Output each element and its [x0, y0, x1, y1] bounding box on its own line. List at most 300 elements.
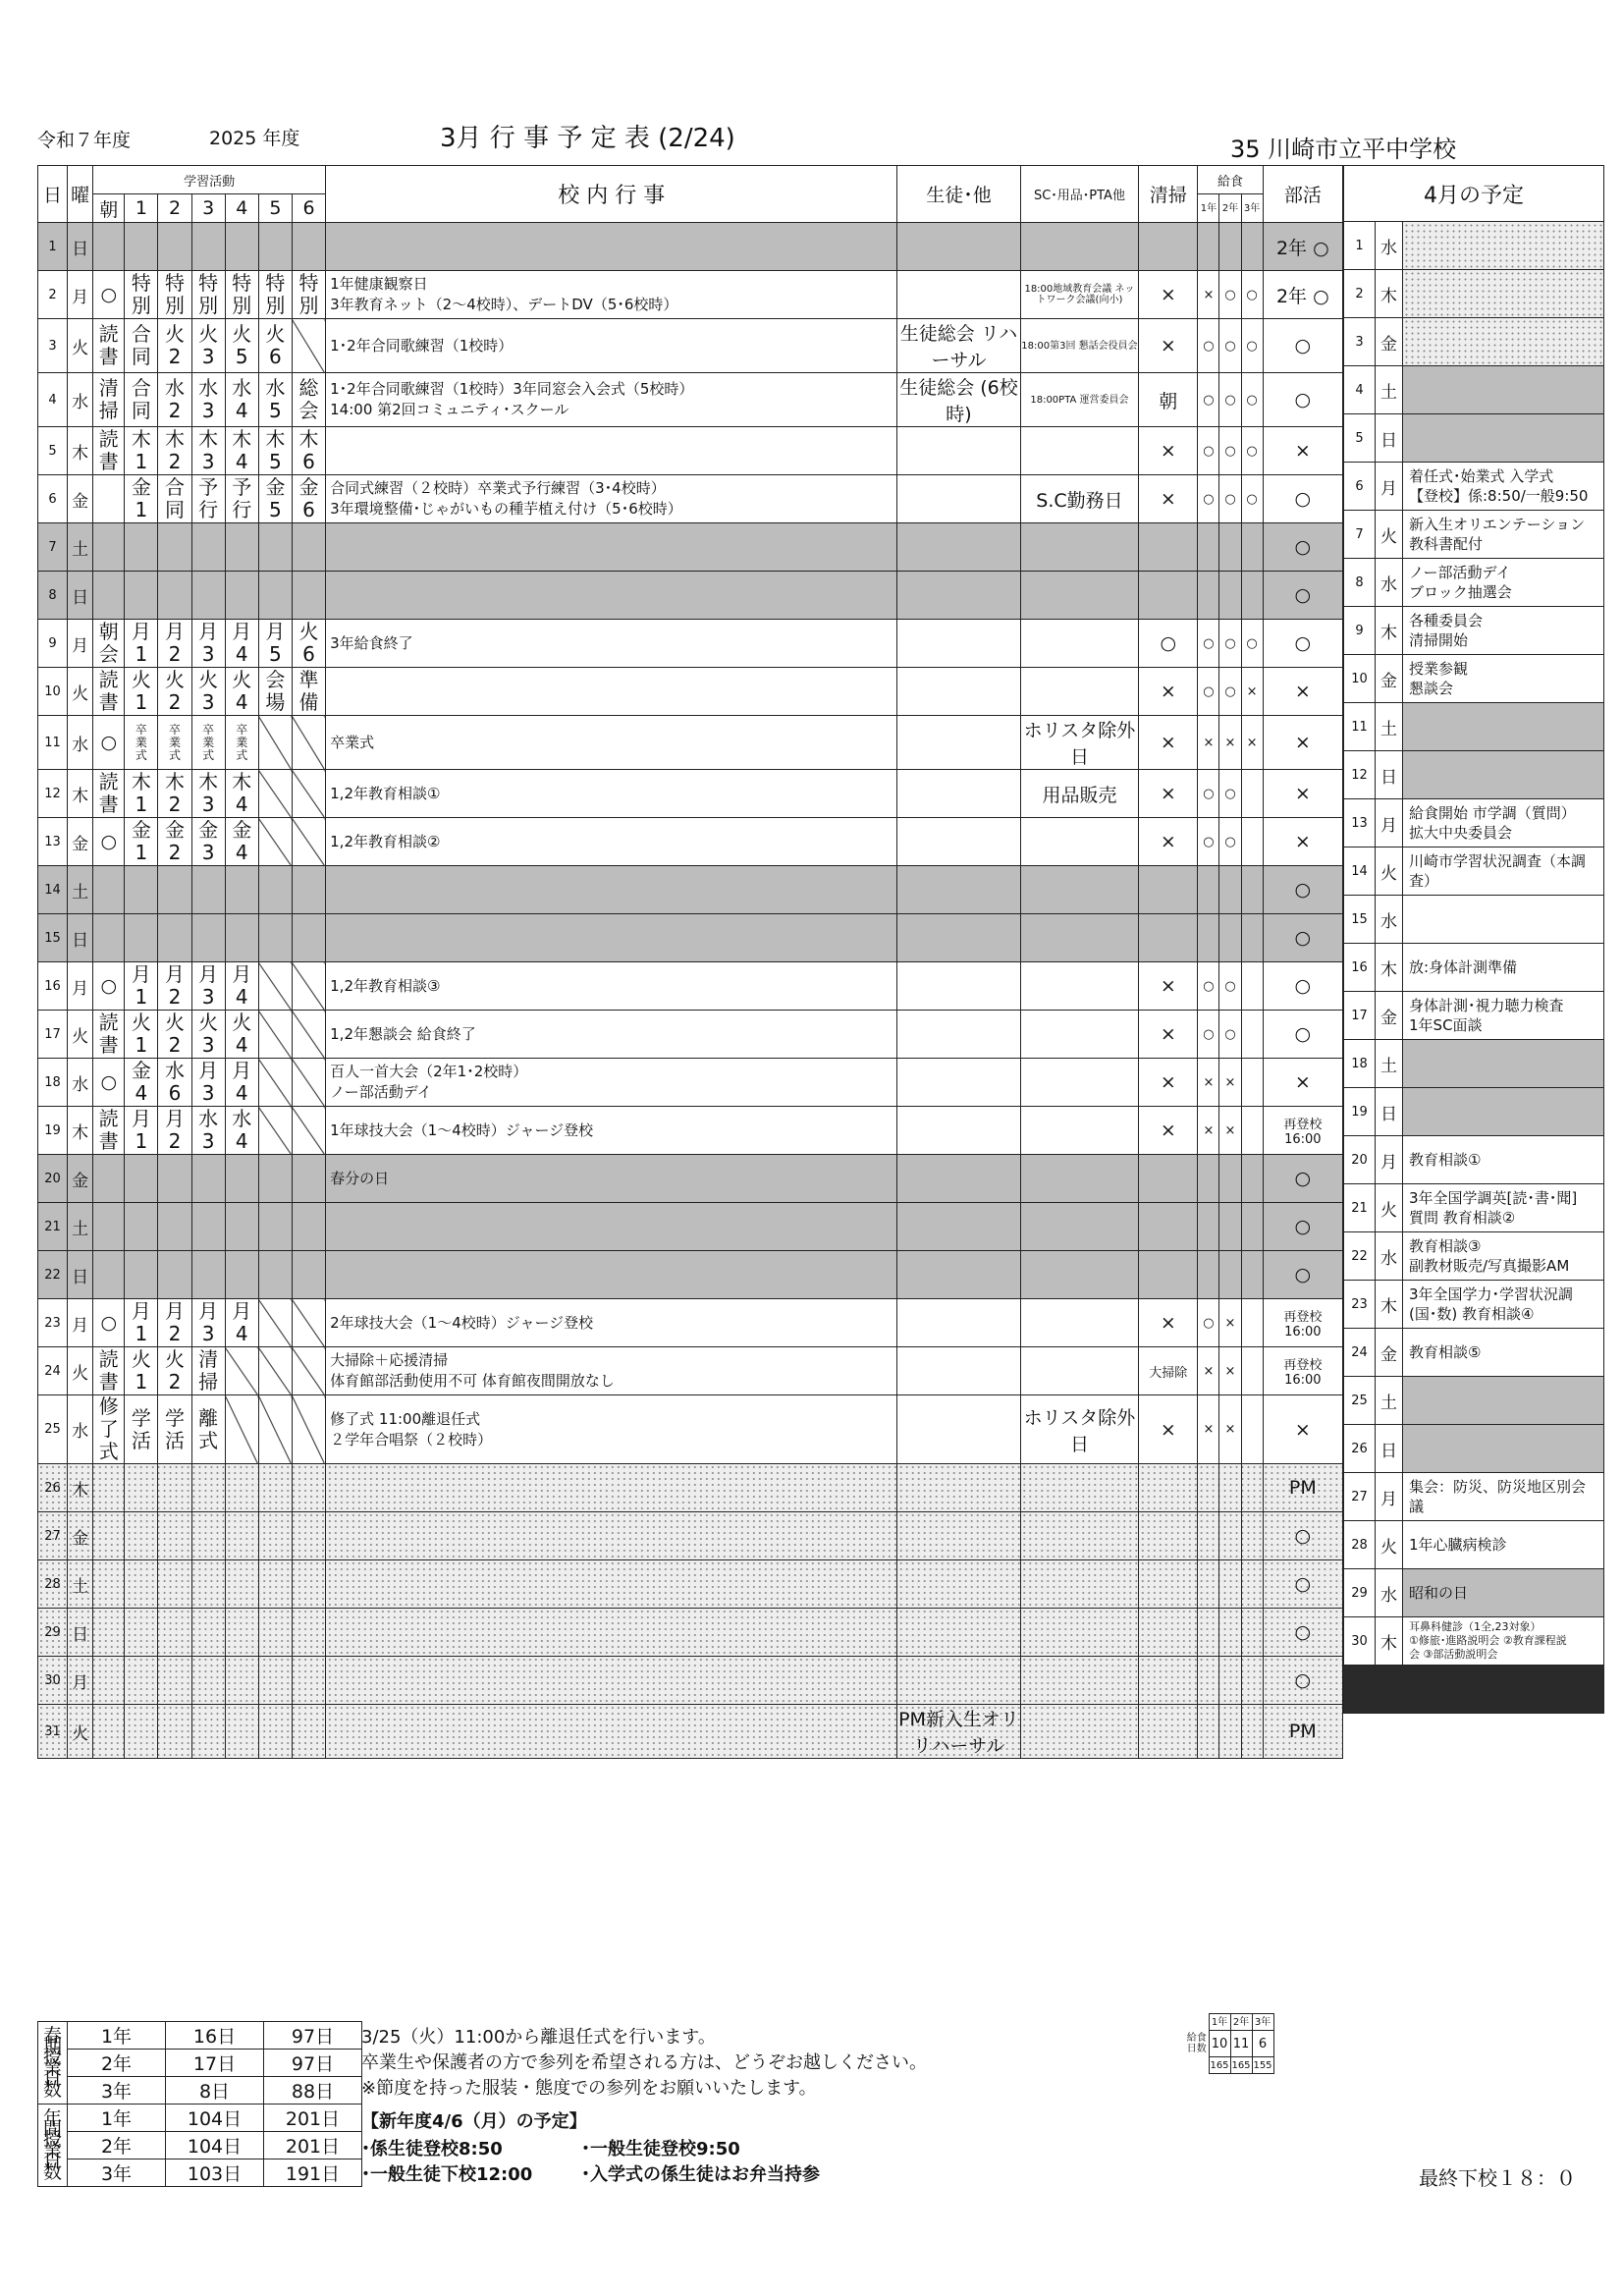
- lunch-year-2: [1219, 523, 1241, 572]
- march-schedule-table: [37, 165, 1343, 1759]
- period-1: [125, 1464, 158, 1512]
- april-dow: 木: [1376, 1281, 1403, 1329]
- col-lunch: 給食: [1198, 166, 1263, 194]
- school-events: [326, 1299, 897, 1347]
- april-row: [1344, 655, 1604, 703]
- cleaning: ×: [1139, 1107, 1198, 1155]
- period-5: [258, 1657, 292, 1705]
- club-activity: ○: [1263, 962, 1342, 1011]
- schedule-row: [38, 962, 1343, 1011]
- april-day: 24: [1344, 1329, 1376, 1377]
- col-period-5: 5: [258, 194, 292, 223]
- sc-pta: [1020, 620, 1138, 668]
- april-event-line: 耳鼻科健診（1全,23対象）: [1409, 1620, 1542, 1633]
- period-5: [258, 866, 292, 914]
- sc-pta: [1020, 523, 1138, 572]
- footer-note-2: 卒業生や保護者の方で参列を希望される方は、どうぞお越しください。: [361, 2052, 927, 2073]
- cell-part: 金: [131, 1059, 151, 1082]
- lunch-year-1: ×: [1198, 1107, 1219, 1155]
- school-events: [326, 1705, 897, 1759]
- sc-pta: [1020, 1107, 1138, 1155]
- period-3: [191, 271, 225, 319]
- period-4: [225, 716, 258, 770]
- cell-part: 2: [168, 399, 182, 422]
- event-line: 1,2年教育相談③: [330, 976, 441, 995]
- lunch-year-3: ×: [1241, 716, 1263, 770]
- lunch-days-table: [1185, 2013, 1274, 2074]
- period-1: [125, 1347, 158, 1395]
- cell-part: 業: [168, 735, 181, 749]
- sc-pta: [1020, 1251, 1138, 1299]
- april-day: 10: [1344, 655, 1376, 703]
- cell-part: 学: [165, 1405, 185, 1430]
- school-events: [326, 1560, 897, 1609]
- school-events: [326, 1464, 897, 1512]
- april-row: [1344, 1088, 1604, 1136]
- lunch-year-1: [1198, 914, 1219, 962]
- annual-days: 104日: [166, 2132, 264, 2159]
- lunch-year-2: ○: [1219, 475, 1241, 523]
- sc-pta: [1020, 1464, 1138, 1512]
- cell-part: 月: [165, 620, 185, 643]
- sc-pta: [1020, 1705, 1138, 1759]
- period-2: [158, 1299, 191, 1347]
- lunch-year-1: [1198, 223, 1219, 271]
- cell-part: 3: [201, 793, 215, 816]
- morning-activity: [93, 572, 125, 620]
- period-5: [258, 962, 292, 1011]
- schedule-row: [38, 1560, 1343, 1609]
- club-activity: ○: [1263, 914, 1342, 962]
- students-other: [897, 620, 1020, 668]
- april-event: [1403, 607, 1604, 655]
- lunch-year-3: [1241, 1203, 1263, 1251]
- morning-activity: [93, 1107, 125, 1155]
- period-2: [158, 716, 191, 770]
- cell-part: 火: [198, 1011, 219, 1034]
- cleaning: 朝: [1139, 373, 1198, 427]
- lunch-year-2: ○: [1219, 770, 1241, 818]
- lunch-year-2: [1219, 1705, 1241, 1759]
- sc-pta: [1020, 962, 1138, 1011]
- april-dow: 金: [1376, 318, 1403, 366]
- lunch-year-3: [1241, 1609, 1263, 1657]
- cell-part: 読: [98, 1011, 119, 1034]
- cell-part: 火: [198, 668, 219, 691]
- morning-activity: ○: [93, 1059, 125, 1107]
- period-1: [125, 770, 158, 818]
- cleaning: [1139, 1560, 1198, 1609]
- lunch-year-3: [1241, 962, 1263, 1011]
- april-schedule-table: [1343, 165, 1604, 1714]
- school-events: [326, 373, 897, 427]
- period-1: [125, 914, 158, 962]
- period-5: [258, 818, 292, 866]
- cell-part: 火: [232, 668, 252, 691]
- lunch-year-2: [1219, 914, 1241, 962]
- period-4: [225, 1011, 258, 1059]
- period-5: [258, 523, 292, 572]
- cell-part: 2: [168, 841, 182, 864]
- lunch-year-1: [1198, 1657, 1219, 1705]
- period-4: [225, 1347, 258, 1395]
- april-day: 15: [1344, 896, 1376, 944]
- cell-part: 1: [135, 1322, 148, 1345]
- cleaning: [1139, 572, 1198, 620]
- club-activity: ○: [1263, 1560, 1342, 1609]
- lunch-year-3: [1241, 1395, 1263, 1464]
- period-6: [292, 1011, 325, 1059]
- club-activity: 再登校 16:00: [1263, 1299, 1342, 1347]
- lunch-year-2: [1219, 1609, 1241, 1657]
- lunch-year-3: [1241, 523, 1263, 572]
- col-sc: SC･用品･PTA他: [1020, 166, 1138, 223]
- cell-part: 活: [165, 1428, 185, 1452]
- new-year-item: ･入学式の係生徒はお弁当持参: [581, 2164, 820, 2185]
- april-day: 12: [1344, 751, 1376, 799]
- period-2: [158, 1464, 191, 1512]
- club-activity: ○: [1263, 373, 1342, 427]
- cell-part: 書: [98, 450, 119, 473]
- day-number: 10: [38, 668, 68, 716]
- col-events: 校 内 行 事: [326, 166, 897, 223]
- cell-part: 総: [298, 376, 319, 400]
- students-other: [897, 818, 1020, 866]
- april-dow: 火: [1376, 511, 1403, 559]
- period-1: [125, 572, 158, 620]
- period-2: [158, 427, 191, 475]
- lunch-year: 3年: [1252, 2014, 1273, 2031]
- period-6: [292, 223, 325, 271]
- cleaning: ×: [1139, 1299, 1198, 1347]
- schedule-row: [38, 1395, 1343, 1464]
- morning-activity: ○: [93, 716, 125, 770]
- cell-part: 3: [201, 1322, 215, 1345]
- april-row: [1344, 1329, 1604, 1377]
- schedule-row: [38, 373, 1343, 427]
- event-line: 大掃除＋応援清掃: [330, 1351, 449, 1369]
- cell-part: 6: [302, 450, 315, 473]
- period-4: [225, 1657, 258, 1705]
- cell-part: 活: [131, 1428, 151, 1452]
- period-6: [292, 1059, 325, 1107]
- day-of-week: 水: [68, 1059, 93, 1107]
- school-events: [326, 1347, 897, 1395]
- period-4: [225, 1705, 258, 1759]
- period-4: [225, 1107, 258, 1155]
- lunch-year-1: [1198, 1251, 1219, 1299]
- club-activity: ○: [1263, 866, 1342, 914]
- period-4: [225, 1299, 258, 1347]
- lunch-year-1: ○: [1198, 818, 1219, 866]
- cell-part: 1: [135, 450, 148, 473]
- morning-activity: [93, 668, 125, 716]
- period-2: [158, 1705, 191, 1759]
- cleaning: ×: [1139, 319, 1198, 373]
- april-event-line: (国･数) 教育相談④: [1409, 1305, 1535, 1323]
- april-dow: 日: [1376, 1088, 1403, 1136]
- cell-part: 4: [235, 1081, 248, 1105]
- period-4: [225, 818, 258, 866]
- cell-part: 式: [198, 1428, 219, 1452]
- lunch-year-3: [1241, 818, 1263, 866]
- period-4: [225, 572, 258, 620]
- cell-part: 水: [198, 376, 219, 400]
- lunch-year-1: ○: [1198, 1011, 1219, 1059]
- lunch-year-3: ○: [1241, 373, 1263, 427]
- lunch-year-2: ○: [1219, 373, 1241, 427]
- period-3: [191, 1560, 225, 1609]
- annual-days: 103日: [166, 2159, 264, 2187]
- period-5: [258, 620, 292, 668]
- sc-pta: [1020, 818, 1138, 866]
- term-total: 97日: [264, 2022, 362, 2050]
- april-dow: 日: [1376, 414, 1403, 463]
- cell-part: 特: [165, 271, 185, 295]
- cell-part: 読: [98, 770, 119, 793]
- students-other: [897, 1464, 1020, 1512]
- period-2: [158, 523, 191, 572]
- day-of-week: 月: [68, 1657, 93, 1705]
- cell-part: 別: [165, 294, 185, 317]
- period-1: [125, 427, 158, 475]
- cell-part: 火: [198, 322, 219, 346]
- cell-part: 特: [232, 271, 252, 295]
- april-row: [1344, 1617, 1604, 1666]
- event-line: 卒業式: [330, 733, 375, 751]
- april-dow: 土: [1376, 1377, 1403, 1425]
- day-of-week: 水: [68, 716, 93, 770]
- lunch-year-3: ○: [1241, 620, 1263, 668]
- lunch-year-1: ○: [1198, 1299, 1219, 1347]
- students-other: [897, 1512, 1020, 1560]
- april-dow: 日: [1376, 751, 1403, 799]
- lunch-count: 6: [1252, 2031, 1273, 2057]
- event-line: 3年環境整備･じゃがいもの種芋植え付け（5･6校時）: [330, 500, 682, 518]
- day-of-week: 月: [68, 620, 93, 668]
- period-2: [158, 1512, 191, 1560]
- morning-activity: [93, 1203, 125, 1251]
- cell-part: 金: [131, 475, 151, 499]
- april-row: [1344, 1184, 1604, 1232]
- schedule-row: [38, 319, 1343, 373]
- schedule-row: [38, 770, 1343, 818]
- day-of-week: 金: [68, 475, 93, 523]
- period-1: [125, 1203, 158, 1251]
- schedule-row: [38, 1657, 1343, 1705]
- period-6: [292, 1299, 325, 1347]
- annual-total: 201日: [264, 2105, 362, 2132]
- period-1: [125, 1059, 158, 1107]
- cell-part: 5: [269, 450, 282, 473]
- schedule-row: [38, 866, 1343, 914]
- cell-part: 式: [135, 747, 147, 762]
- period-5: [258, 1395, 292, 1464]
- period-6: [292, 1464, 325, 1512]
- morning-activity: [93, 1464, 125, 1512]
- cell-part: 書: [98, 345, 119, 368]
- day-number: 22: [38, 1251, 68, 1299]
- period-1: [125, 818, 158, 866]
- day-of-week: 月: [68, 962, 93, 1011]
- event-line: 1,2年懇談会 給食終了: [330, 1024, 476, 1043]
- cell-part: 業: [135, 735, 147, 749]
- period-6: [292, 914, 325, 962]
- cell-part: 1: [135, 498, 148, 521]
- period-6: [292, 475, 325, 523]
- morning-activity: [93, 770, 125, 818]
- cell-part: 3: [201, 1033, 215, 1057]
- april-row: [1344, 414, 1604, 463]
- lunch-year-3: [1241, 223, 1263, 271]
- col-cleaning: 清掃: [1139, 166, 1198, 223]
- period-2: [158, 962, 191, 1011]
- students-other: [897, 770, 1020, 818]
- april-dow: 月: [1376, 799, 1403, 847]
- april-event: [1403, 1329, 1604, 1377]
- lunch-year-2: ×: [1219, 1347, 1241, 1395]
- students-other: [897, 1560, 1020, 1609]
- cell-part: 月: [265, 620, 286, 643]
- period-4: [225, 770, 258, 818]
- period-2: [158, 475, 191, 523]
- period-1: [125, 1609, 158, 1657]
- april-event-line: 昭和の日: [1409, 1584, 1469, 1602]
- cell-part: 式: [168, 747, 181, 762]
- cell-part: 木: [131, 427, 151, 451]
- event-line: 1年球技大会（1～4校時）ジャージ登校: [330, 1121, 594, 1139]
- april-row: [1344, 992, 1604, 1040]
- april-day: 14: [1344, 847, 1376, 896]
- cell-part: 読: [98, 668, 119, 691]
- club-activity: PM: [1263, 1464, 1342, 1512]
- lunch-year-2: [1219, 1512, 1241, 1560]
- term-year: 3年: [68, 2077, 166, 2105]
- schedule-row: [38, 818, 1343, 866]
- cleaning: [1139, 223, 1198, 271]
- new-year-item: ･一般生徒登校9:50: [581, 2139, 740, 2159]
- period-1: [125, 1155, 158, 1203]
- april-event-line: ノー部活動デイ: [1409, 564, 1511, 581]
- april-event: [1403, 703, 1604, 751]
- students-other: PM新入生オリ リハーサル: [897, 1705, 1020, 1759]
- day-number: 17: [38, 1011, 68, 1059]
- cell-part: 火: [232, 322, 252, 346]
- period-2: [158, 319, 191, 373]
- cleaning: [1139, 1203, 1198, 1251]
- april-dow: 月: [1376, 1473, 1403, 1521]
- morning-activity: ○: [93, 1299, 125, 1347]
- cell-part: 2: [168, 793, 182, 816]
- april-event: [1403, 270, 1604, 318]
- april-event: [1403, 1136, 1604, 1184]
- day-of-week: 木: [68, 770, 93, 818]
- day-of-week: 月: [68, 271, 93, 319]
- day-number: 1: [38, 223, 68, 271]
- morning-activity: [93, 1705, 125, 1759]
- school-events: [326, 271, 897, 319]
- cell-part: 1: [135, 841, 148, 864]
- club-activity: ×: [1263, 1059, 1342, 1107]
- term-year: 2年: [68, 2050, 166, 2077]
- period-5: [258, 373, 292, 427]
- cleaning: ×: [1139, 770, 1198, 818]
- cell-part: 月: [198, 1059, 219, 1082]
- lunch-year-1: [1198, 1705, 1219, 1759]
- period-3: [191, 1464, 225, 1512]
- lunch-year-2: ○: [1219, 427, 1241, 475]
- students-other: [897, 1011, 1020, 1059]
- lunch-year-3: [1241, 1657, 1263, 1705]
- april-day: 20: [1344, 1136, 1376, 1184]
- april-event-line: 各種委員会: [1409, 612, 1484, 629]
- cell-part: 準: [298, 668, 319, 691]
- cell-part: 1: [135, 985, 148, 1009]
- lunch-year-1: ○: [1198, 427, 1219, 475]
- cell-part: 2: [168, 985, 182, 1009]
- cell-part: 月: [232, 620, 252, 643]
- april-event-line: 集会：防災、防災地区別会: [1409, 1478, 1587, 1496]
- students-other: [897, 475, 1020, 523]
- april-day: 22: [1344, 1232, 1376, 1281]
- period-2: [158, 620, 191, 668]
- cell-part: 月: [198, 962, 219, 986]
- april-event: [1403, 655, 1604, 703]
- club-activity: ○: [1263, 319, 1342, 373]
- schedule-row: [38, 1347, 1343, 1395]
- cell-part: 6: [269, 345, 282, 368]
- period-3: [191, 1609, 225, 1657]
- period-4: [225, 866, 258, 914]
- schedule-row: [38, 1107, 1343, 1155]
- club-activity: ○: [1263, 475, 1342, 523]
- cell-part: 水: [265, 376, 286, 400]
- cell-part: 月: [198, 620, 219, 643]
- cell-part: 2: [168, 1370, 182, 1394]
- april-event: [1403, 896, 1604, 944]
- period-3: [191, 523, 225, 572]
- day-number: 7: [38, 523, 68, 572]
- morning-activity: [93, 620, 125, 668]
- cell-part: 月: [131, 1299, 151, 1323]
- col-morning: 朝: [93, 194, 125, 223]
- event-line: 1,2年教育相談①: [330, 784, 441, 802]
- sc-pta: [1020, 1203, 1138, 1251]
- lunch-year-3: [1241, 1512, 1263, 1560]
- cell-part: 備: [298, 690, 319, 714]
- period-5: [258, 271, 292, 319]
- lunch-total: 165: [1230, 2057, 1252, 2074]
- schedule-row: [38, 271, 1343, 319]
- period-5: [258, 1011, 292, 1059]
- lunch-year-2: ×: [1219, 1107, 1241, 1155]
- club-activity: ○: [1263, 1011, 1342, 1059]
- day-number: 27: [38, 1512, 68, 1560]
- april-event-line: 教育相談⑤: [1409, 1343, 1482, 1361]
- lunch-year-1: [1198, 1609, 1219, 1657]
- april-dow: 水: [1376, 1232, 1403, 1281]
- morning-activity: [93, 866, 125, 914]
- school-events: [326, 668, 897, 716]
- period-5: [258, 1059, 292, 1107]
- footer-note-3: ※節度を持った服装・態度での参列をお願いいたします。: [361, 2078, 817, 2099]
- april-day: 8: [1344, 559, 1376, 607]
- day-of-week: 火: [68, 1011, 93, 1059]
- cell-part: 月: [165, 1299, 185, 1323]
- period-5: [258, 1251, 292, 1299]
- cell-part: 月: [165, 962, 185, 986]
- april-row: [1344, 751, 1604, 799]
